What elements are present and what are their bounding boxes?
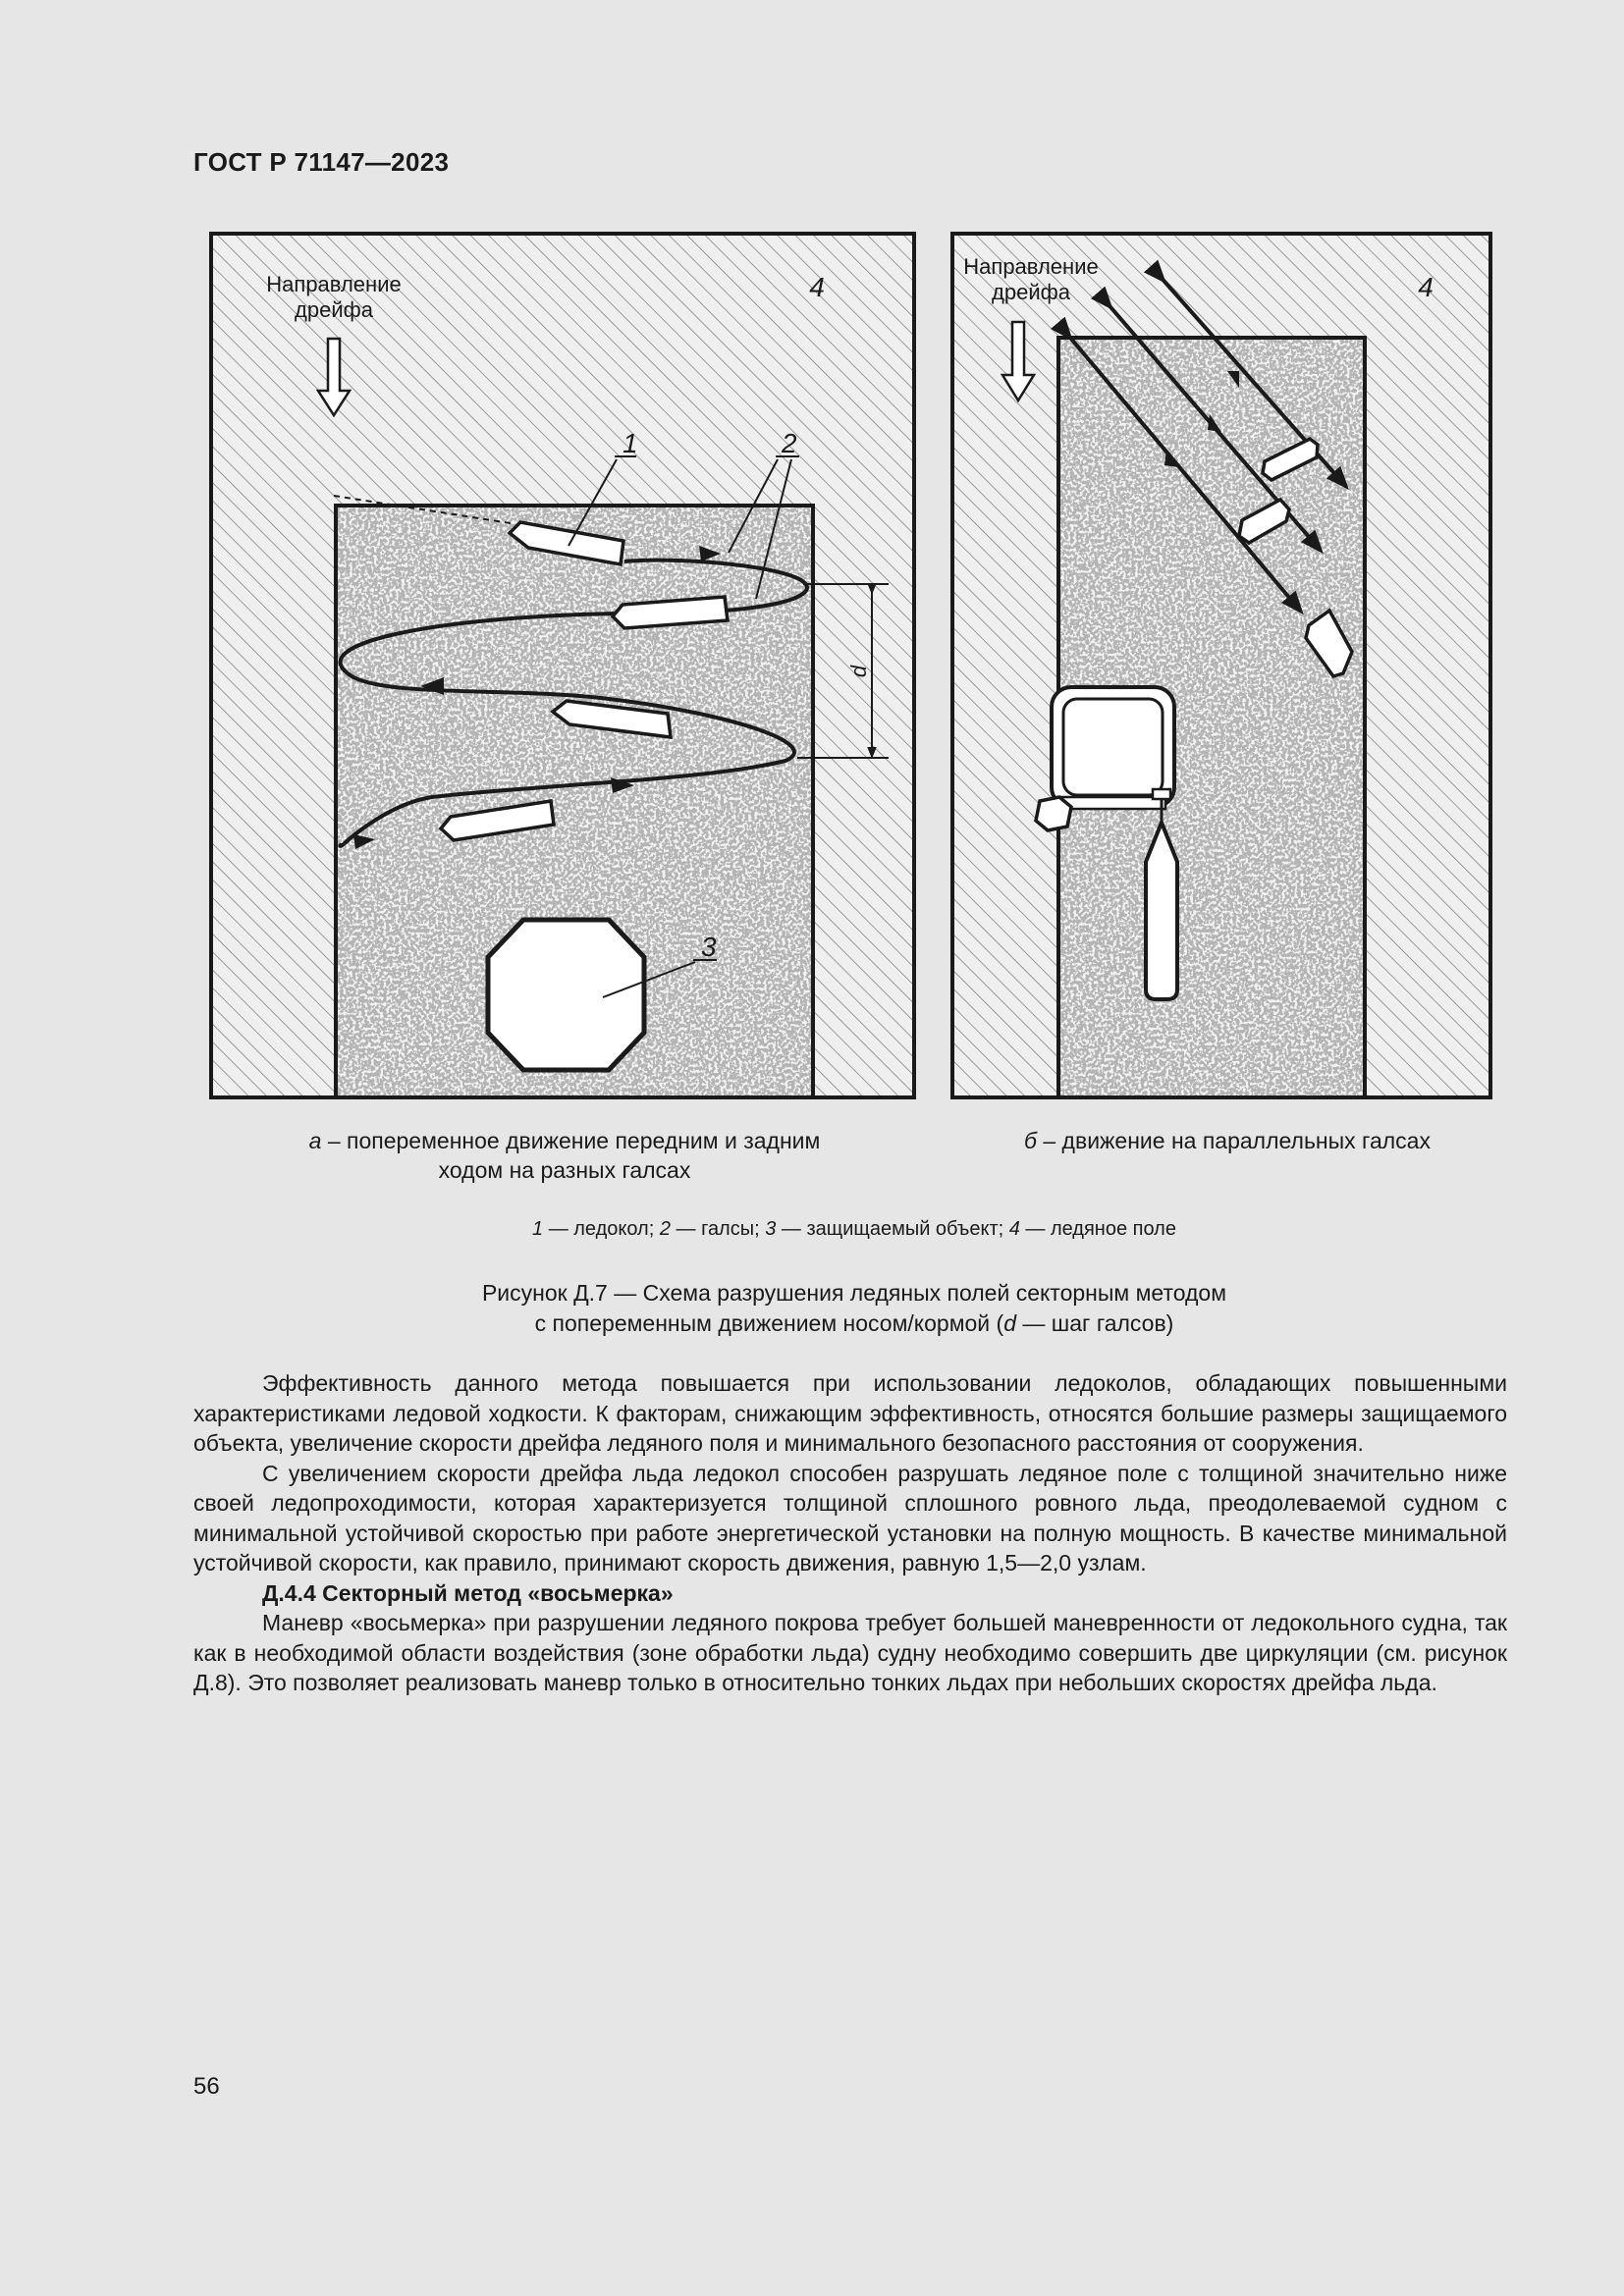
caption-panel-b — [972, 1126, 1483, 1155]
figure-legend — [196, 1218, 1512, 1241]
caption-b-text: – движение на параллельных галсах — [1036, 1128, 1431, 1153]
drift-label-b-2: дрейфа — [992, 280, 1070, 304]
drift-label-a-2: дрейфа — [295, 297, 373, 322]
caption-a-text: – попеременное движение передним и задним — [321, 1128, 821, 1153]
section-heading: Д.4.4 Секторный метод «восьмерка» — [262, 1579, 674, 1606]
label-2: 2 — [782, 428, 797, 458]
protected-object — [488, 920, 644, 1070]
body-text — [193, 1368, 1507, 1698]
panel-a — [211, 234, 914, 1097]
tack-path-tail-a — [340, 844, 344, 846]
legend-num-1: 1 — [532, 1218, 544, 1240]
label-d: d — [846, 665, 871, 678]
field-number-a: 4 — [809, 272, 825, 302]
protected-object-platform — [1036, 687, 1174, 830]
legend-num-2: 2 — [659, 1218, 671, 1240]
drift-label-a-1: Направление — [266, 272, 402, 296]
legend-text-2: — галсы; — [670, 1218, 766, 1240]
legend-num-3: 3 — [765, 1218, 777, 1240]
page-number: 56 — [193, 2073, 220, 2100]
caption-a-line2: ходом на разных галсах — [438, 1157, 691, 1183]
legend-text-4: — ледяное поле — [1019, 1218, 1176, 1240]
drift-label-b-1: Направление — [963, 254, 1099, 279]
field-number-b: 4 — [1418, 272, 1434, 302]
figure-title-line2-a: с попеременным движением носом/кормой ( — [534, 1310, 1004, 1336]
panel-b — [952, 234, 1490, 1097]
caption-panel-a — [255, 1126, 874, 1185]
figure-d7 — [196, 216, 1512, 1198]
caption-b-letter: б — [1024, 1128, 1037, 1153]
document-header: ГОСТ Р 71147—2023 — [193, 147, 450, 177]
legend-text-1: — ледокол; — [543, 1218, 660, 1240]
figure-title — [196, 1278, 1512, 1339]
figure-title-line2-b: — шаг галсов) — [1016, 1310, 1174, 1336]
paragraph-3: Маневр «восьмерка» при разрушении ледяного покрова требует большей маневренности от ледокольного судна, так как в необходимой области воздействия (зоне обработки льда) судну необходимо совершить две циркуляции (см. рисунок Д.8). Это позволяет реализовать маневр только в относительно тонких льдах при небольших скоростях дрейфа льда. — [193, 1610, 1507, 1695]
paragraph-1: Эффективность данного метода повышается при использовании ледоколов, обладающих повышенными характеристиками ледовой ходкости. К факторам, снижающим эффективность, относятся большие размеры защищаемого объекта, увеличение скорости дрейфа ледяного поля и минимального безопасного расстояния от сооружения. — [193, 1370, 1507, 1456]
paragraph-2: С увеличением скорости дрейфа льда ледокол способен разрушать ледяное поле с толщиной значительно ниже своей ледопроходимости, которая характеризуется толщиной сплошного ровного льда, преодолеваемой судном с минимальной устойчивой скоростью при работе энергетической установки на полную мощность. В качестве минимальной устойчивой скорости, как правило, принимают скорость движения, равную 1,5—2,0 узлам. — [193, 1460, 1507, 1575]
caption-a-letter: а — [308, 1128, 322, 1153]
figure-title-d: d — [1003, 1310, 1017, 1336]
figure-title-line1: Рисунок Д.7 — Схема разрушения ледяных полей секторным методом — [481, 1280, 1227, 1306]
label-3: 3 — [701, 932, 717, 962]
legend-text-3: — защищаемый объект; — [776, 1218, 1009, 1240]
label-1: 1 — [623, 428, 638, 458]
legend-num-4: 4 — [1008, 1218, 1020, 1240]
